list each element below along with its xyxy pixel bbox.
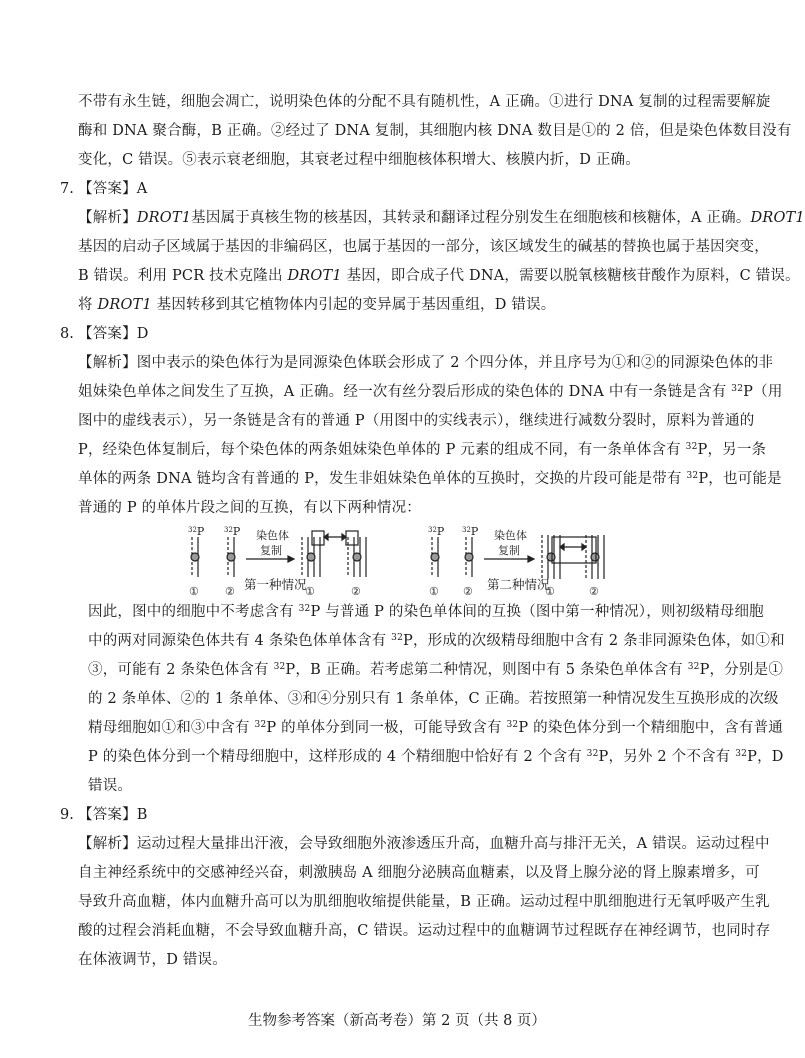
page-footer: 生物参考答案（新高考卷）第 2 页（共 8 页） [248,1013,546,1029]
fig2-replicated [542,535,604,579]
q8-text: P，也可能是 [698,471,782,487]
figure-caption-1: 第一种情况 [244,577,307,592]
label-1: ① [545,585,555,598]
q7-text: 基因属于真核生物的核基因，其转录和翻译过程分别发生在细胞核和核糖体，A 正确。 [191,210,751,226]
q9-answer: 【答案】B [78,807,148,823]
fig2-chromosome-2 [465,537,473,577]
q7-text: 将 [78,297,93,313]
gene-name: DROT1 [136,210,192,226]
q7-text: 基因转移到其它植物体内引起的变异属于基因重组，D 错误。 [156,297,556,313]
q8-after-5: 精母细胞如①和③中含有 $^{32}$P 的单体分到同一极，可能导致含有 $^{32}$P 的染色体分到一个精细胞中，含有普通 [88,720,783,736]
q8-text: 单体的两条 DNA 链均含有普通的 P，发生非姐妹染色单体的互换时，交换的片段可能是带有 [78,471,687,487]
q7-line-2: 基因的启动子区域属于基因的非编码区，也属于基因的一部分，该区域发生的碱基的替换也属于基因突变， [78,239,769,255]
p32-label: $^{32}$P [428,525,445,538]
p32-label: $^{32}$P [462,525,479,538]
q8-line-3: 图中的虚线表示），另一条链是含有的普通 P（用图中的实线表示），继续进行减数分裂时，原料为普通的 [78,413,755,429]
figure-caption-2: 第二种情况 [487,577,550,592]
fig1-replicated [302,531,366,577]
p32-label: $^{32}$P [188,525,205,538]
label-1: ① [305,585,315,598]
label-2: ② [463,585,473,598]
q8-after-6: P 的染色体分到一个精母细胞中，这样形成的 4 个精细胞中恰好有 2 个含有 $^{32}$P，另外 2 个不含有 $^{32}$P，D [88,749,784,765]
fig1-chromosome-2 [227,537,235,577]
arrow-label-2: 复制 [260,544,282,557]
arrow-label-1: 染色体 [256,529,289,542]
label-2: ② [351,585,361,598]
gene-name: DROT1 [750,210,805,226]
q8-line-1: 【解析】图中表示的染色体行为是同源染色体联会形成了 2 个四分体，并且序号为①和②的同源染色体的非 [78,355,774,371]
q9-line-3: 导致升高血糖，体内血糖升高可以为肌细胞收缩提供能量，B 正确。运动过程中肌细胞进行无氧呼吸产生乳 [78,894,770,910]
label-2: ② [225,585,235,598]
q8-text: P，另一条 [697,442,767,458]
arrow-label-3: 染色体 [494,529,527,542]
q8-text: P（用 [743,384,783,400]
q7-text: B 错误。利用 PCR 技术克隆出 [78,268,283,284]
fig2-chromosome-1 [431,537,439,577]
q7-number: 7. [60,181,74,197]
q9-line-2: 自主神经系统中的交感神经兴奋，刺激胰岛 A 细胞分泌胰高血糖素，以及肾上腺分泌的肾上腺素增多，可 [78,865,760,881]
arrow-label-4: 复制 [498,544,520,557]
q8-after-1: 因此，图中的细胞中不考虑含有 $^{32}$P 与普通 P 的染色单体间的互换（图中第一种情况），则初级精母细胞 [88,604,764,620]
label-1: ① [189,585,199,598]
label-1: ① [429,585,439,598]
q7-line-4 [78,295,556,315]
q6-line-3: 变化，C 错误。⑤表示衰老细胞，其衰老过程中细胞核体积增大、核膜内折，D 正确。 [78,152,640,168]
q8-line-6: 普通的 P 的单体片段之间的互换，有以下两种情况： [78,500,421,516]
q9-line-1: 【解析】运动过程大量排出汗液，会导致细胞外液渗透压升高，血糖升高与排汗无关，A 错误。运动过程中 [78,836,770,852]
q8-after-7: 错误。 [88,778,133,794]
q6-line-2: 酶和 DNA 聚合酶，B 正确。②经过了 DNA 复制，其细胞内核 DNA 数目是①的 2 倍，但是染色体数目没有 [78,123,792,139]
q8-after-3: ③，可能有 2 条染色体含有 $^{32}$P，B 正确。若考虑第二种情况，则图中有 5 条染色单体含有 $^{32}$P，分别是① [88,662,784,678]
q8-line-4 [78,440,766,460]
fig1-chromosome-1 [191,537,199,577]
q7-line-3 [78,266,800,286]
q9-line-4: 酸的过程会消耗血糖，不会导致血糖升高，C 错误。运动过程中的血糖调节过程既存在神经调节，也同时存 [78,923,771,939]
q8-number: 8. [60,326,74,342]
isotope-sup: 32 [686,471,699,481]
gene-name: DROT1 [287,268,342,284]
p32-label: $^{32}$P [224,525,241,538]
q7-text: 基因，即合成子代 DNA，需要以脱氧核糖核苷酸作为原料，C 错误。 [346,268,800,284]
q8-text: P，经染色体复制后，每个染色体的两条姐妹染色单体的 P 元素的组成不同，有一条单体含有 [78,442,686,458]
q8-answer: 【答案】D [78,326,149,342]
q7-answer: 【答案】A [78,181,148,197]
q6-line-1: 不带有永生链，细胞会凋亡，说明染色体的分配不具有随机性，A 正确。①进行 DNA 复制的过程需要解旋 [78,94,771,110]
label-2: ② [589,585,599,598]
q9-number: 9. [60,807,74,823]
q7-line-1 [78,208,805,228]
gene-name: DROT1 [97,297,152,313]
q8-after-4: 的 2 条单体、②的 1 条单体、③和④分别只有 1 条单体，C 正确。若按照第一种情况发生互换形成的次级 [88,691,779,707]
analysis-tag: 【解析】 [78,210,137,226]
isotope-sup: 32 [731,384,744,394]
q9-line-5: 在体液调节，D 错误。 [78,952,227,968]
chromosome-exchange-figure [170,527,640,607]
q8-after-2: 中的两对同源染色体共有 4 条染色体单体含有 $^{32}$P，形成的次级精母细胞中含有 2 条非同源染色体，如①和 [88,633,785,649]
q8-line-5 [78,469,782,489]
q8-line-2 [78,382,783,402]
q8-text: 姐妹染色单体之间发生了互换，A 正确。经一次有丝分裂后形成的染色体的 DNA 中有一条链是含有 [78,384,732,400]
isotope-sup: 32 [685,442,698,452]
